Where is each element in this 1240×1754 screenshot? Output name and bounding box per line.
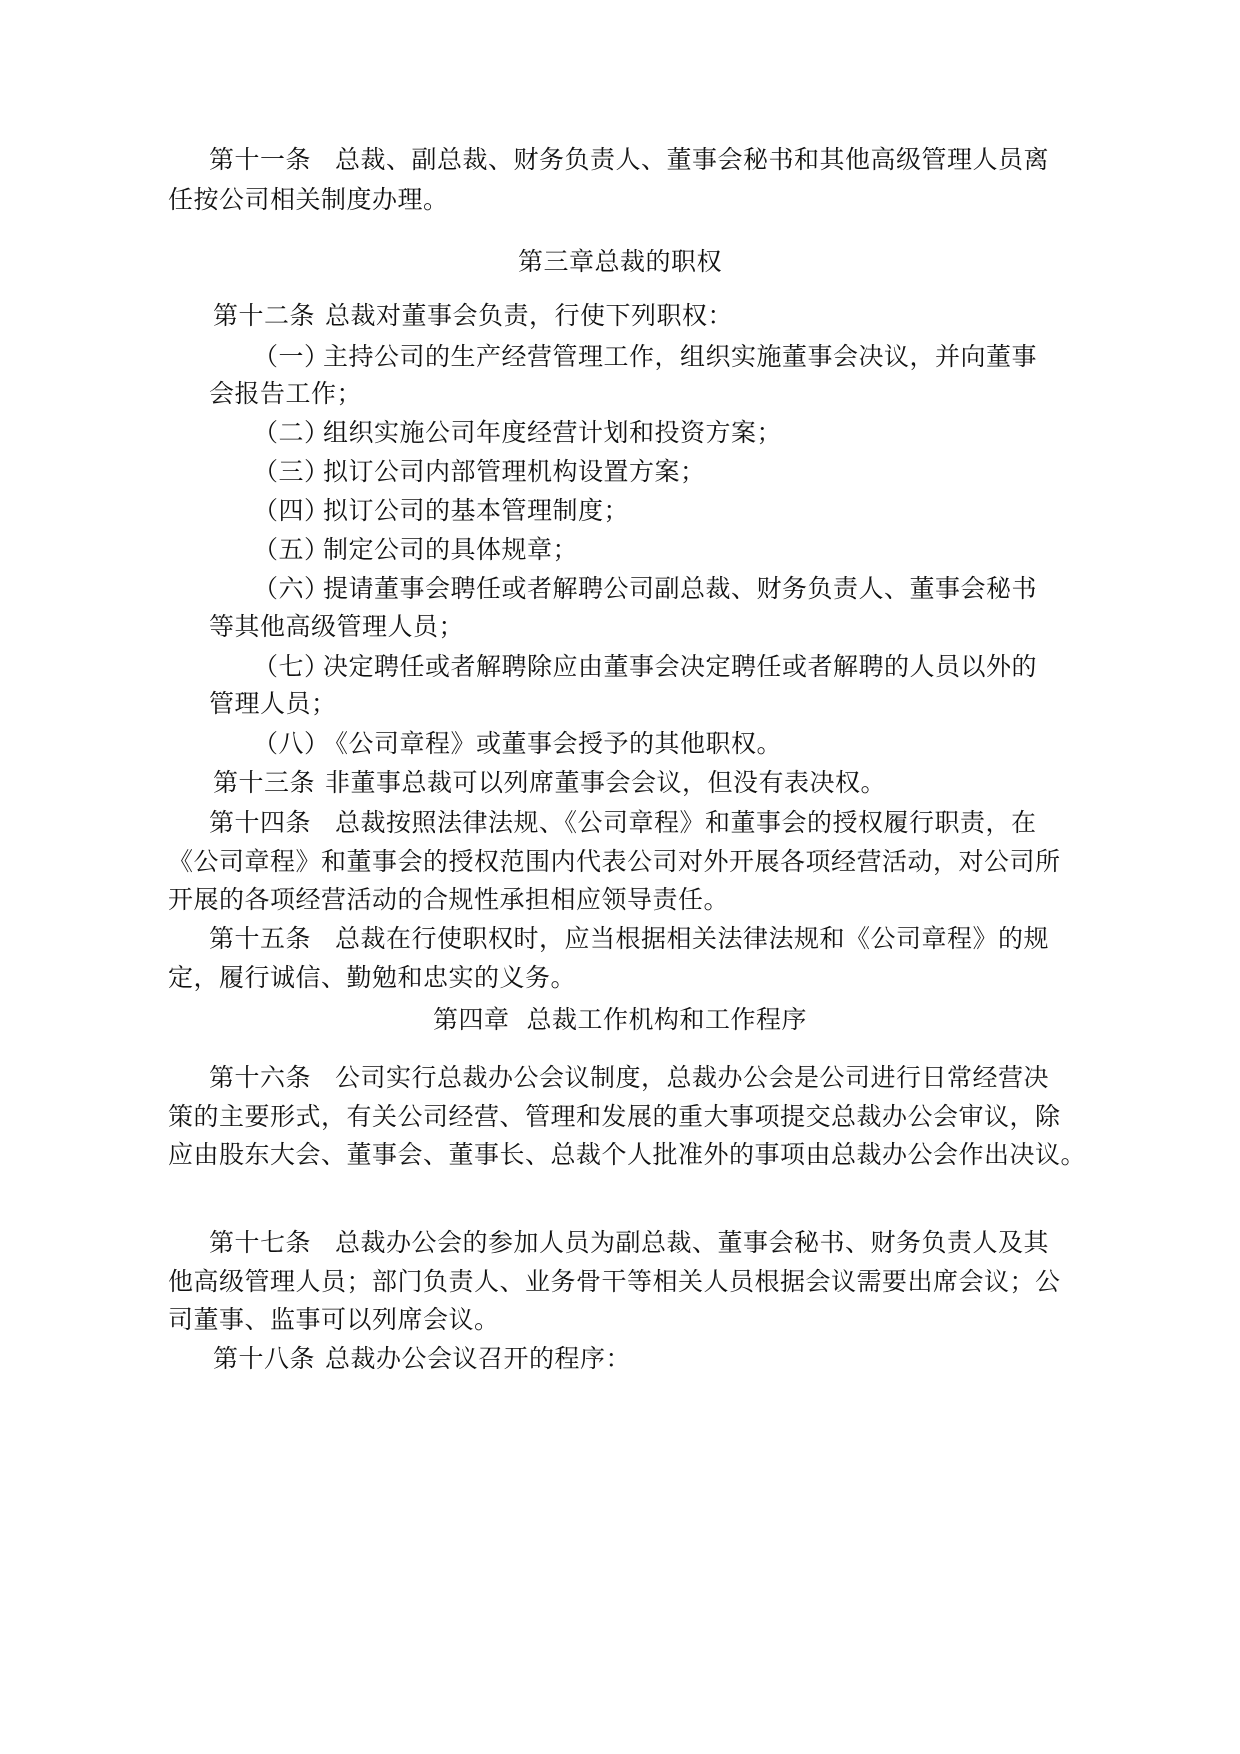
article-16-line-2: 策的主要形式，有关公司经营、管理和发展的重大事项提交总裁办公会审议，除 bbox=[168, 1102, 1061, 1131]
article-11-line-1 bbox=[209, 144, 1049, 176]
article-text: 总裁办公会议召开的程序： bbox=[325, 1344, 632, 1373]
article-text: 总裁对董事会负责，行使下列职权： bbox=[325, 301, 734, 330]
article-15-line-1 bbox=[209, 923, 1049, 955]
article-number: 第十三条 bbox=[213, 768, 316, 797]
item-text: 主持公司的生产经营管理工作，组织实施董事会决议，并向董事 bbox=[323, 342, 1038, 371]
article-text: 公司实行总裁办公会议制度，总裁办公会是公司进行日常经营决 bbox=[335, 1063, 1050, 1092]
list-item-8 bbox=[253, 728, 782, 760]
article-number: 第十一条 bbox=[209, 145, 312, 174]
item-number: （一） bbox=[253, 342, 330, 371]
item-text: 制定公司的具体规章； bbox=[323, 535, 579, 564]
article-14-line-1 bbox=[209, 807, 1037, 839]
article-number: 第十二条 bbox=[213, 301, 316, 330]
article-number: 第十六条 bbox=[209, 1063, 312, 1092]
chapter-3-heading: 第三章总裁的职权 bbox=[517, 247, 722, 276]
article-18 bbox=[213, 1343, 631, 1375]
article-number: 第十四条 bbox=[209, 808, 312, 837]
item-number: （四） bbox=[253, 496, 330, 525]
article-17-line-1 bbox=[209, 1227, 1049, 1259]
item-number: （三） bbox=[253, 457, 330, 486]
item-number: （五） bbox=[253, 535, 330, 564]
list-item-3 bbox=[253, 456, 706, 488]
list-item-6-line-1 bbox=[253, 573, 1037, 605]
item-text: 拟订公司的基本管理制度； bbox=[323, 496, 630, 525]
article-number: 第十五条 bbox=[209, 924, 312, 953]
list-item-7-line-1 bbox=[253, 651, 1037, 683]
article-text: 总裁、副总裁、财务负责人、董事会秘书和其他高级管理人员离 bbox=[335, 145, 1050, 174]
item-text: 组织实施公司年度经营计划和投资方案； bbox=[323, 418, 783, 447]
article-11-line-2: 任按公司相关制度办理。 bbox=[168, 185, 449, 214]
article-number: 第十七条 bbox=[209, 1228, 312, 1257]
article-12-line-1 bbox=[213, 300, 733, 332]
article-text: 总裁在行使职权时，应当根据相关法律法规和《公司章程》的规 bbox=[335, 924, 1050, 953]
article-17-line-2: 他高级管理人员；部门负责人、业务骨干等相关人员根据会议需要出席会议；公 bbox=[168, 1267, 1061, 1296]
article-14-line-3: 开展的各项经营活动的合规性承担相应领导责任。 bbox=[168, 885, 730, 914]
list-item-1-line-1 bbox=[253, 341, 1037, 373]
article-number: 第十八条 bbox=[213, 1344, 316, 1373]
article-text: 总裁按照法律法规、《公司章程》和董事会的授权履行职责，在 bbox=[335, 808, 1037, 837]
item-number: （六） bbox=[253, 574, 330, 603]
list-item-5 bbox=[253, 534, 578, 566]
list-item-7-line-2: 管理人员； bbox=[209, 689, 337, 718]
item-number: （二） bbox=[253, 418, 330, 447]
item-number: （八） bbox=[253, 729, 330, 758]
article-14-line-2: 《公司章程》和董事会的授权范围内代表公司对外开展各项经营活动，对公司所 bbox=[168, 847, 1061, 876]
item-text: 提请董事会聘任或者解聘公司副总裁、财务负责人、董事会秘书 bbox=[323, 574, 1038, 603]
article-text: 非董事总裁可以列席董事会会议，但没有表决权。 bbox=[325, 768, 887, 797]
item-text: 《公司章程》或董事会授予的其他职权。 bbox=[323, 729, 783, 758]
chapter-4-heading: 第四章 总裁工作机构和工作程序 bbox=[433, 1005, 807, 1034]
list-item-4 bbox=[253, 495, 629, 527]
article-17-line-3: 司董事、监事可以列席会议。 bbox=[168, 1305, 500, 1334]
article-16-line-1 bbox=[209, 1062, 1049, 1094]
item-number: （七） bbox=[253, 652, 330, 681]
article-16-line-3: 应由股东大会、董事会、董事长、总裁个人批准外的事项由总裁办公会作出决议。 bbox=[168, 1140, 1087, 1169]
article-text: 总裁办公会的参加人员为副总裁、董事会秘书、财务负责人及其 bbox=[335, 1228, 1050, 1257]
list-item-6-line-2: 等其他高级管理人员； bbox=[209, 612, 465, 641]
list-item-1-line-2: 会报告工作； bbox=[209, 379, 363, 408]
list-item-2 bbox=[253, 417, 782, 449]
article-13 bbox=[213, 767, 886, 799]
item-text: 决定聘任或者解聘除应由董事会决定聘任或者解聘的人员以外的 bbox=[323, 652, 1038, 681]
article-15-line-2: 定，履行诚信、勤勉和忠实的义务。 bbox=[168, 963, 577, 992]
item-text: 拟订公司内部管理机构设置方案； bbox=[323, 457, 706, 486]
